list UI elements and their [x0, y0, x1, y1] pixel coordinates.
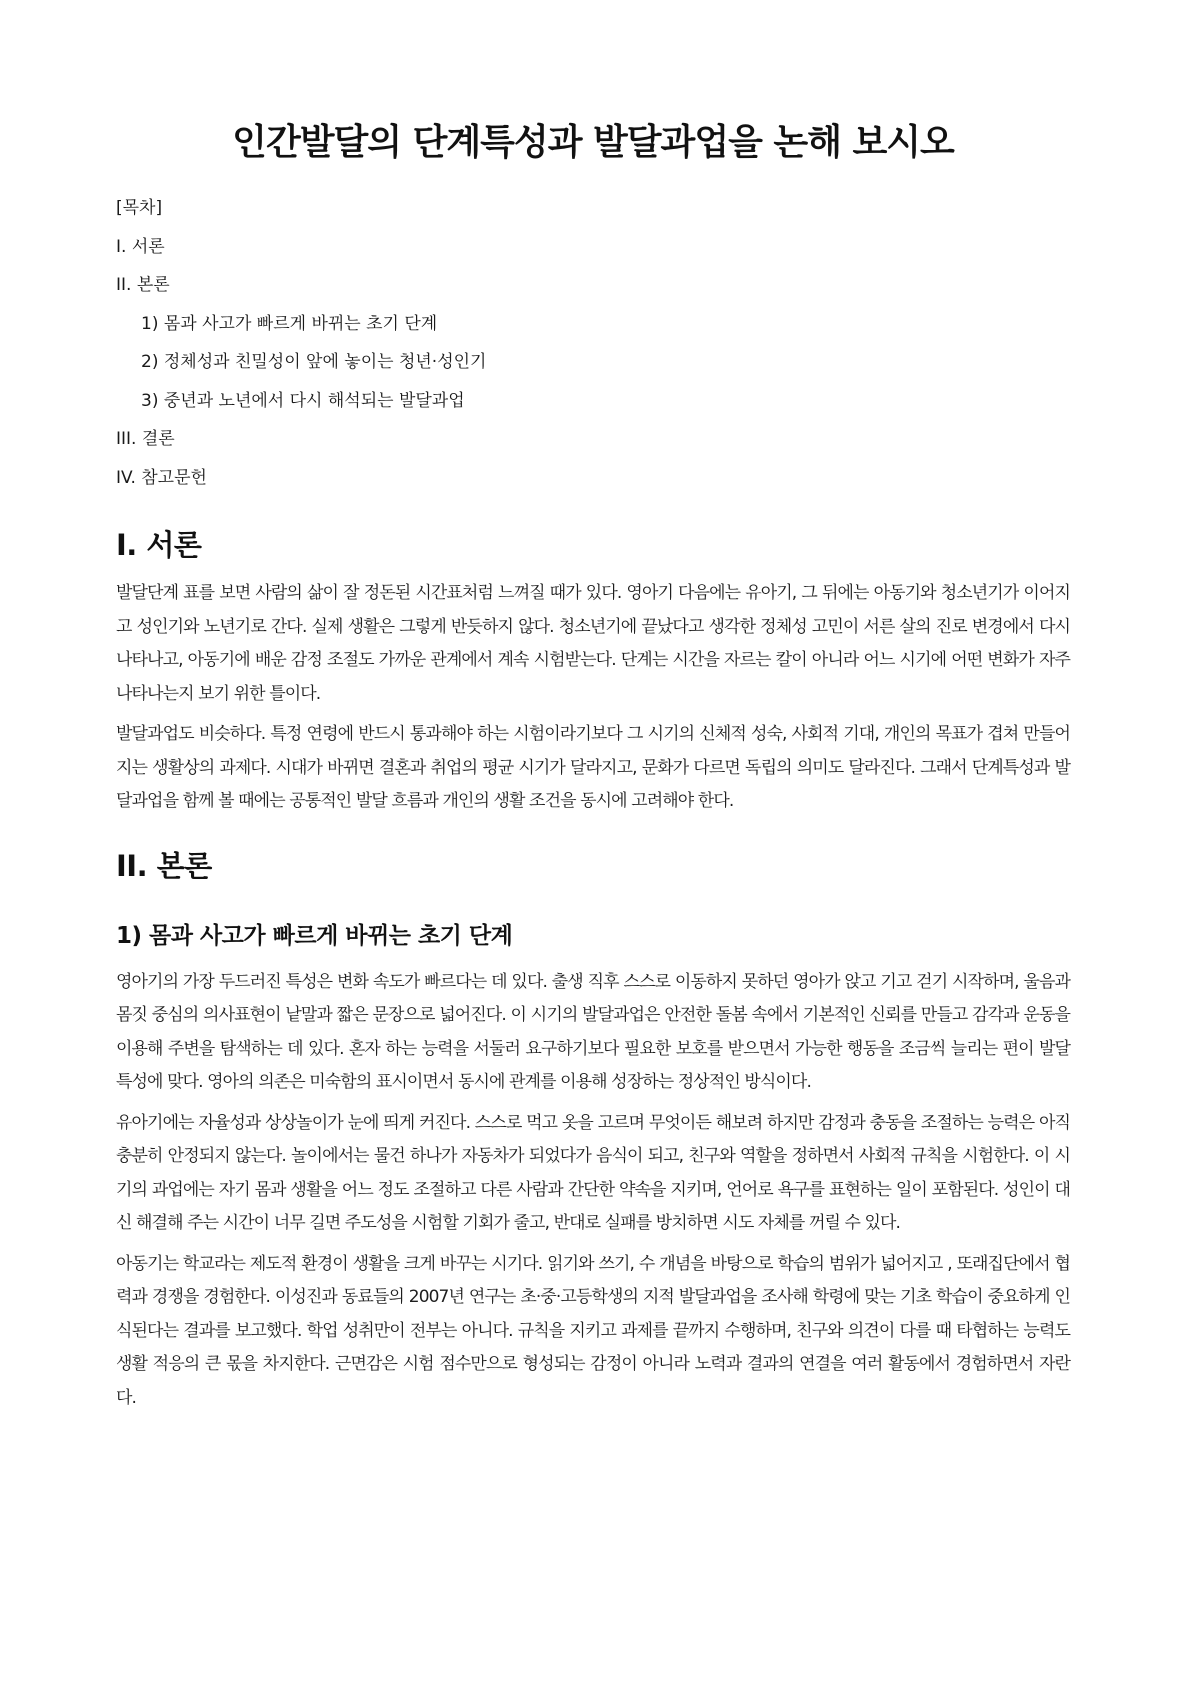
paragraph: 영아기의 가장 두드러진 특성은 변화 속도가 빠르다는 데 있다. 출생 직후 스스로 이동하지 못하던 영아가 앉고 기고 걷기 시작하며, 울음과 몸짓 중심의 의사표현이 낱말과 짧은 문장으로 넓어진다. 이 시기의 발달과업은 안전한 돌봄 속에서 기본적인 신뢰를 만들고 감각과 운동을 이용해 주변을 탐색하는 데 있다. 혼자 하는 능력을 서둘러 요구하기보다 필요한 보호를 받으면서 가능한 행동을 조금씩 늘리는 편이 발달 특성에 맞다. 영아의 의존은 미숙함의 표시이면서 동시에 관계를 이용해 성장하는 정상적인 방식이다.	[116, 971, 1070, 1092]
paragraph: 발달단계 표를 보면 사람의 삶이 잘 정돈된 시간표처럼 느껴질 때가 있다. 영아기 다음에는 유아기, 그 뒤에는 아동기와 청소년기가 이어지고 성인기와 노년기로 간다. 실제 생활은 그렇게 반듯하지 않다. 청소년기에 끝났다고 생각한 정체성 고민이 서른 살의 진로 변경에서 다시 나타나고, 아동기에 배운 감정 조절도 가까운 관계에서 계속 시험받는다. 단계는 시간을 자르는 칼이 아니라 어느 시기에 어떤 변화가 자주 나타나는지 보기 위한 틀이다.	[116, 583, 1070, 704]
section-heading-main-body: II. 본론	[116, 848, 212, 883]
subsection-heading-early-stage: 1) 몸과 사고가 빠르게 바뀌는 초기 단계	[116, 922, 513, 949]
paragraph: 발달과업도 비슷하다. 특정 연령에 반드시 통과해야 하는 시험이라기보다 그 시기의 신체적 성숙, 사회적 기대, 개인의 목표가 겹쳐 만들어지는 생활상의 과제다. 시대가 바뀌면 결혼과 취업의 평균 시기가 달라지고, 문화가 다르면 독립의 의미도 달라진다. 그래서 단계특성과 발달과업을 함께 볼 때에는 공통적인 발달 흐름과 개인의 생활 조건을 동시에 고려해야 한다.	[116, 724, 1070, 811]
toc-subitem-early-stage: 1) 몸과 사고가 빠르게 바뀌는 초기 단계	[141, 313, 438, 334]
paragraph: 유아기에는 자율성과 상상놀이가 눈에 띄게 커진다. 스스로 먹고 옷을 고르며 무엇이든 해보려 하지만 감정과 충동을 조절하는 능력은 아직 충분히 안정되지 않는다. 놀이에서는 물건 하나가 자동차가 되었다가 음식이 되고, 친구와 역할을 정하면서 사회적 규칙을 시험한다. 이 시기의 과업에는 자기 몸과 생활을 어느 정도 조절하고 다른 사람과 간단한 약속을 지키며, 언어로 욕구를 표현하는 일이 포함된다. 성인이 대신 해결해 주는 시간이 너무 길면 주도성을 시험할 기회가 줄고, 반대로 실패를 방치하면 시도 자체를 꺼릴 수 있다.	[116, 1112, 1070, 1233]
toc-subitem-youth-adulthood: 2) 정체성과 친밀성이 앞에 놓이는 청년·성인기	[141, 352, 487, 372]
toc-heading: [목차]	[116, 198, 163, 218]
section-heading-introduction: I. 서론	[116, 528, 202, 562]
table-of-contents	[116, 189, 1070, 497]
document-title: 인간발달의 단계특성과 발달과업을 논해 보시오	[232, 122, 954, 163]
toc-item-introduction: I. 서론	[116, 236, 165, 257]
toc-item-main-body: II. 본론	[116, 275, 170, 295]
toc-item-conclusion: III. 결론	[116, 429, 175, 449]
paragraph: 아동기는 학교라는 제도적 환경이 생활을 크게 바꾸는 시기다. 읽기와 쓰기, 수 개념을 바탕으로 학습의 범위가 넓어지고 , 또래집단에서 협력과 경쟁을 경험한다. 이성진과 동료들의 2007년 연구는 초·중·고등학생의 지적 발달과업을 조사해 학령에 맞는 기초 학습이 중요하게 인식된다는 결과를 보고했다. 학업 성취만이 전부는 아니다. 규칙을 지키고 과제를 끝까지 수행하며, 친구와 의견이 다를 때 타협하는 능력도 생활 적응의 큰 몫을 차지한다. 근면감은 시험 점수만으로 형성되는 감정이 아니라 노력과 결과의 연결을 여러 활동에서 경험하면서 자란다.	[116, 1253, 1070, 1408]
toc-item-references: IV. 참고문헌	[116, 467, 207, 488]
toc-subitem-middle-old-age: 3) 중년과 노년에서 다시 해석되는 발달과업	[141, 390, 465, 411]
